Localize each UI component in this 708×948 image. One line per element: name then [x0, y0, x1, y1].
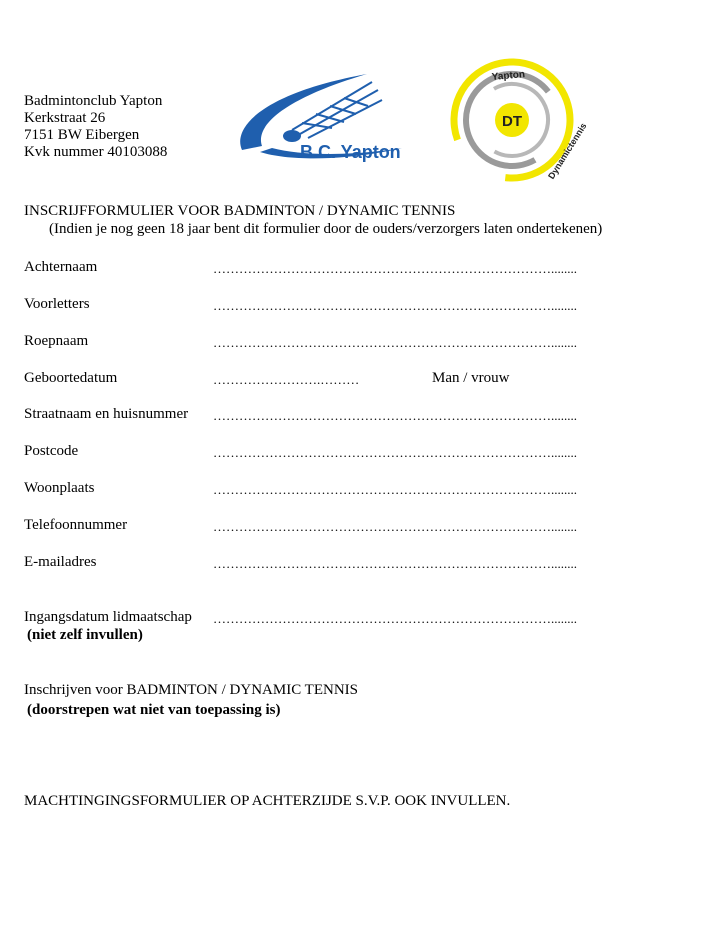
- field-input-roepnaam[interactable]: ……………………………………………………………………........: [213, 335, 577, 350]
- field-input-woonplaats[interactable]: ……………………………………………………………………........: [213, 482, 577, 497]
- address-line: 7151 BW Eibergen: [24, 127, 140, 143]
- field-label-postcode: Postcode: [24, 443, 79, 459]
- ingangsdatum-note: (niet zelf invullen): [27, 627, 143, 643]
- field-label-woonplaats: Woonplaats: [24, 480, 95, 496]
- form-title: INSCRIJFFORMULIER VOOR BADMINTON / DYNAMIC TENNIS: [24, 203, 456, 219]
- field-input-geboortedatum[interactable]: …………………….………: [213, 372, 360, 387]
- field-input-ingangsdatum: ……………………………………………………………………........: [213, 611, 577, 626]
- svg-text:Yapton: Yapton: [491, 69, 526, 83]
- field-input-straatnaam[interactable]: ……………………………………………………………………........: [213, 408, 577, 423]
- address-line: Badmintonclub Yapton: [24, 93, 163, 109]
- field-input-postcode[interactable]: ……………………………………………………………………........: [213, 445, 577, 460]
- gender-choice[interactable]: Man / vrouw: [432, 370, 510, 386]
- inschrijven-note: (doorstrepen wat niet van toepassing is): [27, 702, 281, 718]
- svg-text:DT: DT: [502, 113, 522, 130]
- field-input-telefoonnummer[interactable]: ……………………………………………………………………........: [213, 519, 577, 534]
- field-label-emailadres: E-mailadres: [24, 554, 97, 570]
- footer-note: MACHTINGINGSFORMULIER OP ACHTERZIJDE S.V.P. OOK INVULLEN.: [24, 793, 511, 809]
- field-label-ingangsdatum: Ingangsdatum lidmaatschap: [24, 609, 192, 625]
- address-line: Kvk nummer 40103088: [24, 144, 168, 160]
- field-label-geboortedatum: Geboortedatum: [24, 370, 118, 386]
- field-label-achternaam: Achternaam: [24, 259, 98, 275]
- svg-text:B.C. Yapton: B.C. Yapton: [300, 142, 401, 162]
- bc-yapton-logo: [232, 68, 412, 168]
- field-input-achternaam[interactable]: ……………………………………………………………………........: [213, 261, 577, 276]
- field-input-voorletters[interactable]: ……………………………………………………………………........: [213, 298, 577, 313]
- dynamic-tennis-logo: [448, 56, 589, 184]
- form-subtitle: (Indien je nog geen 18 jaar bent dit formulier door de ouders/verzorgers laten ondertekenen): [49, 221, 603, 237]
- field-input-emailadres[interactable]: ……………………………………………………………………........: [213, 556, 577, 571]
- field-label-straatnaam: Straatnaam en huisnummer: [24, 406, 189, 422]
- field-label-roepnaam: Roepnaam: [24, 333, 89, 349]
- address-line: Kerkstraat 26: [24, 110, 106, 126]
- club-address: [24, 93, 167, 161]
- inschrijven-choice[interactable]: Inschrijven voor BADMINTON / DYNAMIC TENNIS: [24, 682, 359, 698]
- field-label-voorletters: Voorletters: [24, 296, 90, 312]
- field-label-telefoonnummer: Telefoonnummer: [24, 517, 128, 533]
- svg-text:Dynamictennis: Dynamictennis: [546, 121, 589, 181]
